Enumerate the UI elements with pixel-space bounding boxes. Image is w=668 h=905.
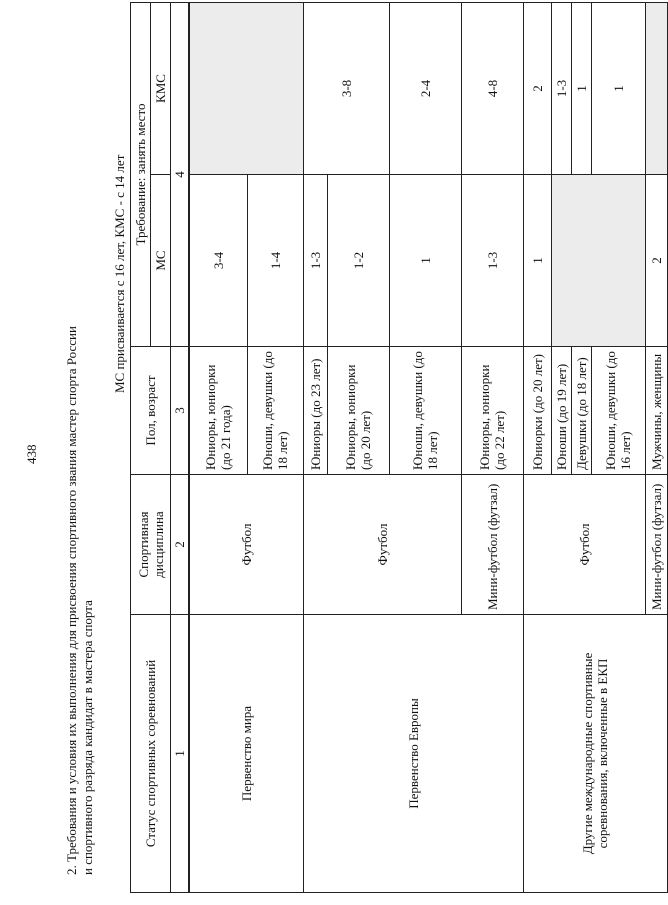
column-number-4: 4 (171, 2, 190, 346)
section-heading-line-1: 2. Требования и условия их выполнения для присвоения спортивного звания мастер спорта России (64, 326, 79, 875)
ms-cell: 2 (645, 175, 667, 347)
kms-cell (645, 2, 667, 174)
kms-cell: 1 (571, 2, 591, 174)
age-cell: Юниорки (до 20 лет) (523, 347, 551, 475)
kms-cell: 4-8 (461, 2, 523, 174)
ms-cell: 1-2 (327, 175, 389, 347)
header-requirement: Требование: занять место (131, 2, 151, 346)
age-cell: Девушки (до 18 лет) (571, 347, 591, 475)
requirements-table (130, 2, 668, 893)
ms-cell (551, 175, 645, 347)
discipline-cell: Мини-футбол (футзал) (645, 475, 667, 615)
header-kms: КМС (151, 2, 171, 174)
status-cell: Другие международные спортивные соревнования, включенные в ЕКП (523, 615, 667, 893)
ms-cell: 1-3 (461, 175, 523, 347)
discipline-cell: Футбол (189, 475, 303, 615)
age-note: МС присваивается с 16 лет, КМС - с 14 лет (112, 154, 127, 393)
discipline-cell: Мини-футбол (футзал) (461, 475, 523, 615)
ms-cell: 3-4 (189, 175, 247, 347)
table-row (303, 2, 327, 892)
discipline-cell: Футбол (303, 475, 461, 615)
header-age: Пол, возраст (131, 347, 171, 475)
column-number-3: 3 (171, 347, 190, 475)
discipline-cell: Футбол (523, 475, 645, 615)
age-cell: Юниоры, юниорки (до 22 лет) (461, 347, 523, 475)
header-status: Статус спортивных соревнований (131, 615, 171, 893)
age-cell: Мужчины, женщины (645, 347, 667, 475)
column-number-1: 1 (171, 615, 190, 893)
table-row (189, 2, 247, 892)
kms-cell: 1 (591, 2, 645, 174)
ms-cell: 1-3 (303, 175, 327, 347)
page-number: 438 (24, 444, 39, 464)
kms-cell (189, 2, 303, 174)
section-heading (64, 326, 96, 875)
header-ms: МС (151, 175, 171, 347)
ms-cell: 1 (523, 175, 551, 347)
kms-cell: 1-3 (551, 2, 571, 174)
status-cell: Первенство Европы (303, 615, 523, 893)
column-number-2: 2 (171, 475, 190, 615)
status-cell: Первенство мира (189, 615, 303, 893)
age-cell: Юноши, девушки (до 16 лет) (591, 347, 645, 475)
kms-cell: 2 (523, 2, 551, 174)
age-cell: Юноши (до 19 лет) (551, 347, 571, 475)
age-cell: Юноши, девушки (до 18 лет) (389, 347, 461, 475)
section-heading-line-2: и спортивного разряда кандидат в мастера спорта (80, 600, 95, 875)
kms-cell: 3-8 (303, 2, 389, 174)
age-cell: Юноши, девушки (до 18 лет) (247, 347, 303, 475)
ms-cell: 1-4 (247, 175, 303, 347)
age-cell: Юниоры, юниорки (до 21 года) (189, 347, 247, 475)
ms-cell: 1 (389, 175, 461, 347)
age-cell: Юниоры, юниорки (до 20 лет) (327, 347, 389, 475)
table-row (523, 2, 551, 892)
header-discipline: Спортивная дисциплина (131, 475, 171, 615)
kms-cell: 2-4 (389, 2, 461, 174)
age-cell: Юниоры (до 23 лет) (303, 347, 327, 475)
